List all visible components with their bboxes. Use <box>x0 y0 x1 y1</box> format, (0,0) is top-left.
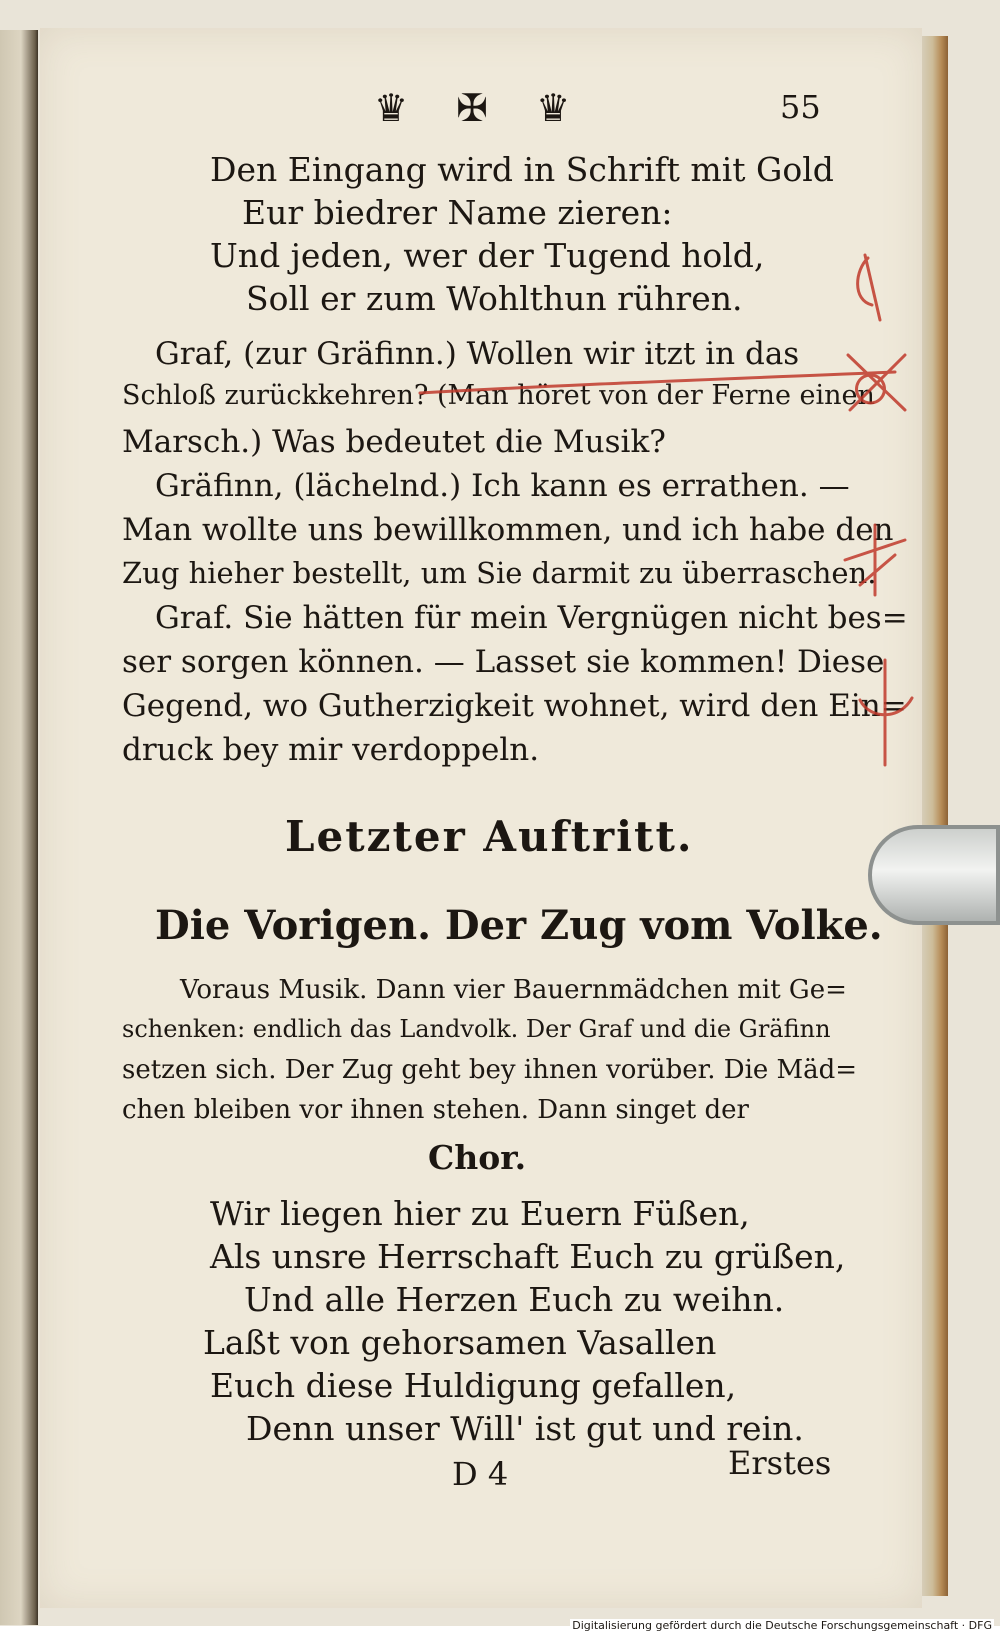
prose-line: Man wollte uns bewillkommen, und ich habe den <box>122 512 894 548</box>
scene-title: Letzter Auftritt. <box>285 812 694 861</box>
verse-line: Als unsre Herrschaft Euch zu grüßen, <box>210 1237 846 1276</box>
pencil-mark-1 <box>858 255 880 320</box>
stage-direction-line: Voraus Musik. Dann vier Bauernmädchen mit Ge= <box>180 975 847 1005</box>
stage-direction-line: chen bleiben vor ihnen stehen. Dann singet der <box>122 1095 749 1125</box>
prose-line: druck bey mir verdoppeln. <box>122 732 540 768</box>
verse-line: Laßt von gehorsamen Vasallen <box>203 1323 717 1362</box>
stage-direction-line: schenken: endlich das Landvolk. Der Graf und die Gräfinn <box>122 1015 831 1043</box>
prose-line: Gegend, wo Gutherzigkeit wohnet, wird den Ein= <box>122 688 907 724</box>
pencil-mark-4 <box>860 660 912 765</box>
digitization-note: Digitalisierung gefördert durch die Deutsche Forschungsgemeinschaft · DFG <box>572 1619 992 1632</box>
verse-line: Soll er zum Wohlthun rühren. <box>246 279 743 318</box>
signature-mark: D 4 <box>452 1455 509 1493</box>
prose-line: ser sorgen können. — Lasset sie kommen! Diese <box>122 644 885 680</box>
chorus-label: Chor. <box>428 1138 527 1177</box>
verse-line: Und alle Herzen Euch zu weihn. <box>244 1280 785 1319</box>
verse-line: Den Eingang wird in Schrift mit Gold <box>210 150 834 189</box>
pencil-mark-2 <box>848 355 905 410</box>
verse-line: Wir liegen hier zu Euern Füßen, <box>210 1194 750 1233</box>
prose-line: Marsch.) Was bedeutet die Musik? <box>122 424 666 460</box>
stage-direction-line: setzen sich. Der Zug geht bey ihnen vorüber. Die Mäd= <box>122 1055 858 1085</box>
prose-line: Zug hieher bestellt, um Sie darmit zu überraschen. <box>122 556 877 590</box>
verse-line: Denn unser Will' ist gut und rein. <box>246 1409 804 1448</box>
prose-line: Schloß zurückkehren? (Man höret von der Ferne einen <box>122 380 875 411</box>
pencil-mark-3 <box>845 525 905 595</box>
catchword: Erstes <box>728 1444 832 1482</box>
scene-subtitle: Die Vorigen. Der Zug vom Volke. <box>155 902 883 949</box>
verse-line: Eur biedrer Name zieren: <box>242 193 673 232</box>
pencil-underline <box>420 372 895 393</box>
prose-line: Graf, (zur Gräfinn.) Wollen wir itzt in das <box>155 336 800 372</box>
header-ornament: ♛ ✠ ♛ <box>374 86 589 130</box>
verse-line: Und jeden, wer der Tugend hold, <box>210 236 765 275</box>
page-number: 55 <box>780 88 821 126</box>
prose-line: Gräfinn, (lächelnd.) Ich kann es errathen. — <box>155 468 850 504</box>
verse-line: Euch diese Huldigung gefallen, <box>210 1366 737 1405</box>
prose-line: Graf. Sie hätten für mein Vergnügen nicht bes= <box>155 600 908 636</box>
